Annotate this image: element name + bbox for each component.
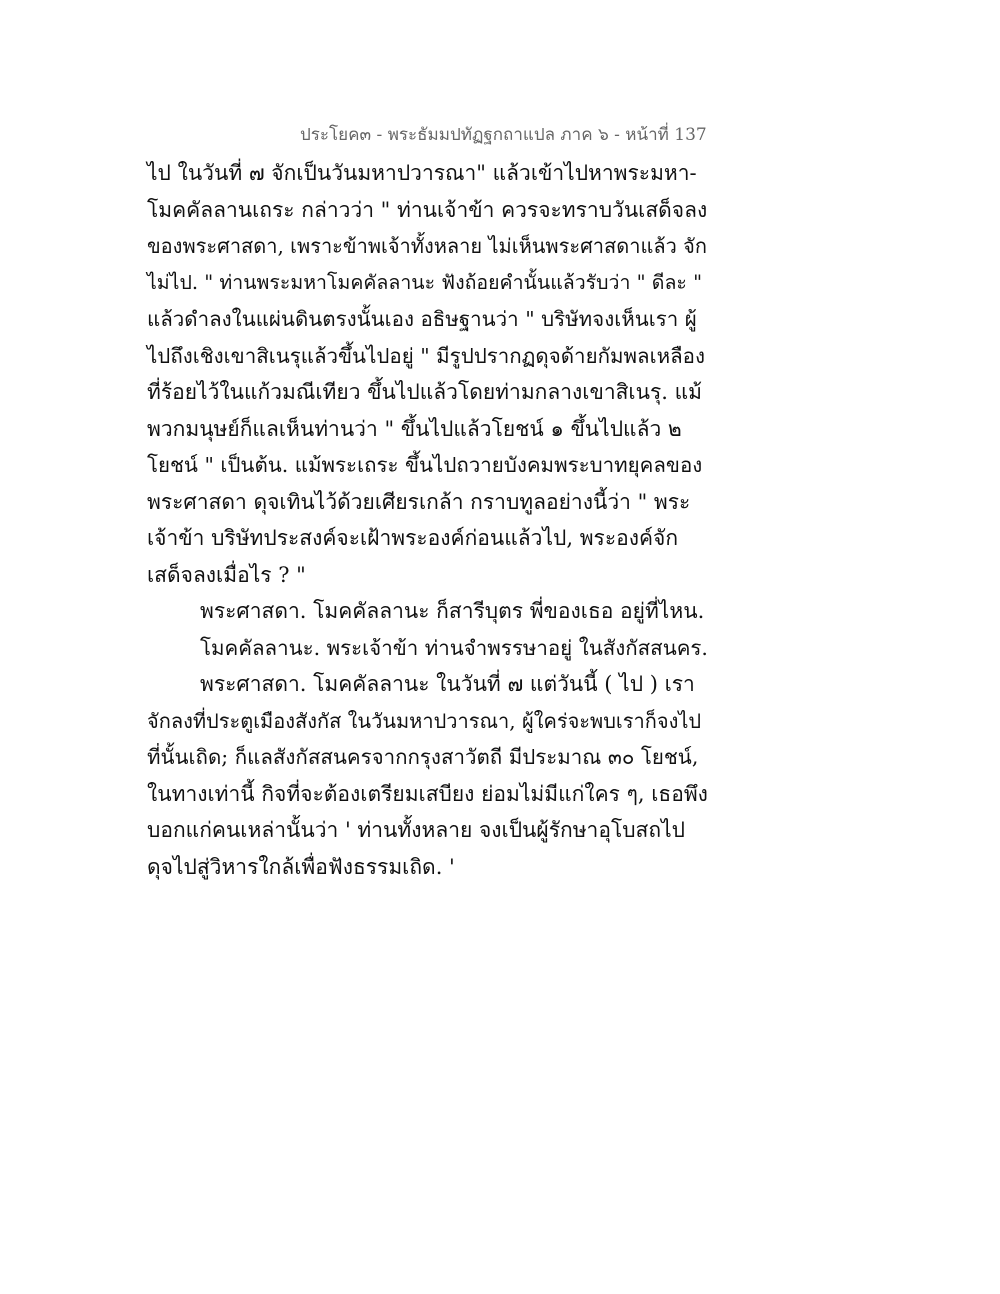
text-line: ไม่ไป. " ท่านพระมหาโมคคัลลานะ ฟังถ้อยคำนั้นแล้วรับว่า " ดีละ " xyxy=(147,270,703,294)
text-line: ในทางเท่านี้ กิจที่จะต้องเตรียมเสบียง ย่อมไม่มีแก่ใคร ๆ, เธอพึง xyxy=(147,781,708,806)
text-line: ดุจไปสู่วิหารใกล้เพื่อฟังธรรมเถิด. ' xyxy=(147,854,455,879)
text-line: พวกมนุษย์ก็แลเห็นท่านว่า " ขึ้นไปแล้วโยชน์ ๑ ขึ้นไปแล้ว ๒ xyxy=(147,416,682,441)
body-text xyxy=(147,155,707,885)
text-line: บอกแก่คนเหล่านั้นว่า ' ท่านทั้งหลาย จงเป็นผู้รักษาอุโบสถไป xyxy=(147,818,685,842)
text-line: ของพระศาสดา, เพราะข้าพเจ้าทั้งหลาย ไม่เห็นพระศาสดาแล้ว จัก xyxy=(147,234,707,258)
text-line: ที่ร้อยไว้ในแก้วมณีเทียว ขึ้นไปแล้วโดยท่ามกลางเขาสิเนรุ. แม้ xyxy=(147,380,702,404)
text-line: ไป ในวันที่ ๗ จักเป็นวันมหาปวารณา" แล้วเข้าไปหาพระมหา- xyxy=(147,161,697,185)
running-header: ประโยค๓ - พระธัมมปทัฏฐกถาแปล ภาค ๖ - หน้าที่ 137 xyxy=(300,125,707,145)
text-line: ไปถึงเชิงเขาสิเนรุแล้วขึ้นไปอยู่ " มีรูปปรากฏดุจด้ายกัมพลเหลือง xyxy=(147,343,705,368)
text-line: แล้วดำลงในแผ่นดินตรงนั้นเอง อธิษฐานว่า " บริษัทจงเห็นเรา ผู้ xyxy=(147,307,697,331)
text-line: โยชน์ " เป็นต้น. แม้พระเถระ ขึ้นไปถวายบังคมพระบาทยุคลของ xyxy=(147,453,703,477)
dialogue-line: โมคคัลลานะ. พระเจ้าข้า ท่านจำพรรษาอยู่ ในสังกัสสนคร. xyxy=(200,635,708,660)
text-line: โมคคัลลานเถระ กล่าวว่า " ท่านเจ้าข้า ควรจะทราบวันเสด็จลง xyxy=(147,197,708,222)
text-line: พระศาสดา ดุจเทินไว้ด้วยเศียรเกล้า กราบทูลอย่างนี้ว่า " พระ xyxy=(147,489,691,514)
text-line: เจ้าข้า บริษัทประสงค์จะเฝ้าพระองค์ก่อนแล้วไป, พระองค์จัก xyxy=(147,526,679,550)
text-line: จักลงที่ประตูเมืองสังกัส ในวันมหาปวารณา, ผู้ใคร่จะพบเราก็จงไป xyxy=(147,708,702,733)
dialogue-line: พระศาสดา. โมคคัลลานะ ในวันที่ ๗ แต่วันนี้ ( ไป ) เรา xyxy=(200,672,695,696)
text-line: เสด็จลงเมื่อไร ? " xyxy=(147,562,306,587)
text-line: ที่นั้นเถิด; ก็แลสังกัสสนครจากกรุงสาวัตถี มีประมาณ ๓๐ โยชน์, xyxy=(147,745,699,769)
dialogue-line: พระศาสดา. โมคคัลลานะ ก็สารีบุตร พี่ของเธอ อยู่ที่ไหน. xyxy=(200,599,705,623)
